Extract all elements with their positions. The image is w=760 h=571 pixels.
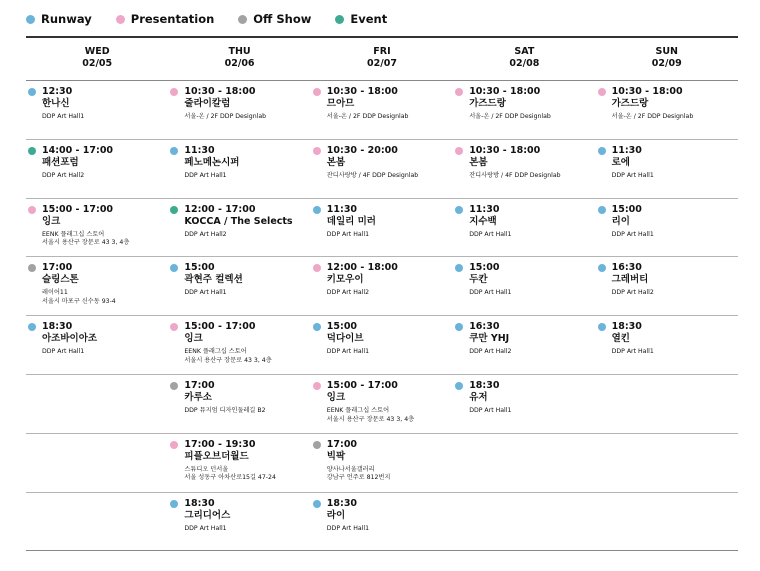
entry-text bbox=[42, 86, 168, 122]
presentation-dot-icon bbox=[313, 88, 321, 96]
entry-title: 피플오브더월드 bbox=[184, 450, 249, 462]
entry-text bbox=[42, 262, 168, 306]
entry-text bbox=[469, 380, 595, 416]
presentation-dot-icon bbox=[313, 147, 321, 155]
entry-time: 10:30 - 18:00 bbox=[326, 86, 398, 97]
entry-text bbox=[327, 498, 453, 534]
entry-time: 11:30 bbox=[611, 144, 642, 156]
entry-title: KOCCA / The Selects bbox=[184, 215, 293, 227]
presentation-dot-icon bbox=[598, 88, 606, 96]
entry-time: 11:30 bbox=[469, 203, 500, 215]
entry-title: 므아므 bbox=[326, 98, 355, 109]
entry-title: 페노메논시퍼 bbox=[184, 156, 240, 168]
entry-time: 15:00 - 17:00 bbox=[42, 203, 114, 215]
entry-time: 15:00 bbox=[184, 262, 215, 274]
entry-text bbox=[42, 321, 168, 357]
runway-dot-icon bbox=[313, 206, 321, 214]
entry-venue: DDP Art Hall1 bbox=[611, 230, 654, 238]
entry-time: 10:30 - 18:00 bbox=[184, 86, 256, 97]
entry-title: 유저 bbox=[469, 392, 488, 403]
row-separator bbox=[26, 374, 738, 375]
entry-venue: DDP Art Hall1 bbox=[611, 171, 654, 179]
entry-time: 18:30 bbox=[611, 321, 642, 333]
entry-time: 17:00 bbox=[326, 438, 358, 450]
entry-text bbox=[469, 321, 595, 357]
day-name: WED bbox=[84, 46, 110, 57]
entry-text bbox=[184, 321, 310, 365]
entry-time: 10:30 - 20:00 bbox=[326, 144, 398, 156]
entry-text bbox=[612, 145, 738, 181]
entry-text bbox=[612, 321, 738, 357]
entry-text bbox=[612, 262, 738, 298]
entry-time: 12:00 - 18:00 bbox=[326, 262, 398, 274]
entry-venue: DDP Art Hall1 bbox=[326, 524, 370, 532]
event-dot-icon bbox=[28, 147, 36, 155]
day-header-sat bbox=[453, 46, 595, 70]
entry-title: 그리디어스 bbox=[184, 509, 231, 521]
entry-title: 카루소 bbox=[184, 392, 212, 403]
runway-dot-icon bbox=[598, 147, 606, 155]
offshow-dot-icon bbox=[28, 264, 36, 272]
entry-venue: DDP Art Hall2 bbox=[184, 230, 227, 238]
entry-time: 17:00 bbox=[42, 262, 73, 274]
entry-text bbox=[184, 439, 310, 483]
entry-address: 서울 성동구 아차산로15길 47-24 bbox=[184, 474, 276, 482]
runway-dot-icon bbox=[313, 500, 321, 508]
header-top-rule bbox=[26, 36, 738, 38]
entry-text bbox=[42, 145, 168, 181]
legend-label: Runway bbox=[41, 12, 92, 26]
presentation-dot-icon bbox=[455, 88, 463, 96]
entry-venue: DDP 뮤지엄 디자인둘레길 B2 bbox=[184, 407, 266, 414]
runway-dot-icon bbox=[170, 264, 178, 272]
day-name: SUN bbox=[655, 46, 679, 57]
runway-dot-icon bbox=[313, 323, 321, 331]
row-separator bbox=[26, 550, 738, 551]
entry-text bbox=[469, 86, 595, 122]
entry-time: 18:30 bbox=[42, 321, 73, 333]
entry-venue: DDP Art Hall2 bbox=[611, 289, 654, 297]
legend-item-presentation bbox=[116, 12, 215, 26]
row-separator bbox=[26, 139, 738, 140]
legend-item-event bbox=[335, 12, 387, 26]
entry-title: 본봄 bbox=[469, 156, 488, 168]
entry-venue: DDP Art Hall1 bbox=[469, 230, 512, 238]
entry-time: 15:00 bbox=[469, 262, 500, 274]
entry-title: 잉크 bbox=[326, 392, 346, 403]
entry-venue: DDP Art Hall1 bbox=[469, 407, 512, 414]
entry-time: 16:30 bbox=[611, 262, 642, 274]
entry-text bbox=[327, 321, 453, 357]
entry-text bbox=[469, 204, 595, 240]
day-header-fri bbox=[311, 46, 453, 70]
entry-venue: 스튜디오 던서울 bbox=[184, 465, 229, 473]
entry-title: 곽현주 컬렉션 bbox=[184, 274, 243, 286]
entry-time: 15:00 bbox=[326, 321, 358, 333]
day-name: SAT bbox=[514, 46, 535, 57]
legend-label: Event bbox=[350, 12, 388, 26]
entry-venue: 양사나서울갤러리 bbox=[326, 465, 375, 473]
entry-venue: DDP Art Hall1 bbox=[326, 230, 370, 238]
entry-venue: DDP Art Hall1 bbox=[184, 524, 227, 532]
entry-title: 두칸 bbox=[469, 274, 488, 286]
day-date: 02/08 bbox=[509, 58, 540, 69]
runway-dot-icon bbox=[455, 382, 463, 390]
entry-title: 로에 bbox=[611, 156, 630, 168]
entry-time: 15:00 - 17:00 bbox=[184, 321, 256, 333]
header-bottom-rule bbox=[26, 80, 738, 81]
entry-title: 패션포럼 bbox=[42, 156, 79, 168]
day-date: 02/05 bbox=[82, 58, 113, 69]
presentation-dot-icon bbox=[313, 264, 321, 272]
entry-time: 18:30 bbox=[326, 497, 358, 509]
entry-venue: 레이어11 bbox=[42, 289, 68, 297]
entry-time: 15:00 bbox=[611, 203, 642, 215]
entry-venue: DDP Art Hall2 bbox=[42, 171, 85, 179]
entry-text bbox=[612, 86, 738, 122]
entry-time: 17:00 bbox=[184, 380, 215, 391]
entry-venue: EENK 플래그십 스토어 bbox=[326, 407, 390, 414]
entry-title: 그레버티 bbox=[611, 274, 649, 286]
day-date: 02/06 bbox=[224, 58, 255, 69]
entry-title: 아조바이아조 bbox=[42, 333, 98, 345]
entry-title: 빅팍 bbox=[326, 450, 346, 462]
presentation-dot-icon bbox=[170, 88, 178, 96]
entry-venue: 잔디사랑방 / 4F DDP Designlab bbox=[469, 171, 561, 179]
entry-venue: 서울-온 / 2F DDP Designlab bbox=[469, 113, 551, 120]
entry-address: 서울시 마포구 신수동 93-4 bbox=[42, 297, 116, 305]
entry-text bbox=[327, 204, 453, 240]
presentation-dot-icon bbox=[28, 206, 36, 214]
runway-dot-icon bbox=[455, 206, 463, 214]
entry-address: 서울시 용산구 장문로 43 3, 4층 bbox=[326, 415, 415, 423]
entry-title: 키모우이 bbox=[326, 274, 364, 286]
entry-title: 리이 bbox=[611, 215, 630, 227]
entry-time: 18:30 bbox=[184, 497, 215, 509]
row-separator bbox=[26, 492, 738, 493]
row-separator bbox=[26, 315, 738, 316]
entry-text bbox=[184, 86, 310, 122]
entry-title: 쿠만 YHJ bbox=[469, 333, 510, 345]
entry-title: 잉크 bbox=[42, 215, 61, 227]
entry-venue: 서울-온 / 2F DDP Designlab bbox=[326, 113, 409, 120]
event-dot-icon bbox=[335, 15, 344, 24]
entry-title: 한나신 bbox=[42, 98, 70, 109]
event-dot-icon bbox=[170, 206, 178, 214]
presentation-dot-icon bbox=[170, 441, 178, 449]
runway-dot-icon bbox=[598, 206, 606, 214]
day-date: 02/09 bbox=[651, 58, 682, 69]
entry-text bbox=[469, 145, 595, 181]
entry-title: 슬링스톤 bbox=[42, 274, 79, 286]
entry-address: 서울시 용산구 장문로 43 3, 4층 bbox=[184, 356, 272, 364]
day-header-thu bbox=[168, 46, 310, 70]
runway-dot-icon bbox=[26, 15, 35, 24]
entry-title: 가즈드랑 bbox=[469, 98, 506, 109]
entry-venue: DDP Art Hall1 bbox=[184, 171, 227, 179]
entry-time: 10:30 - 18:00 bbox=[469, 86, 541, 97]
entry-text bbox=[184, 498, 310, 534]
day-header-wed bbox=[26, 46, 168, 70]
entry-venue: DDP Art Hall1 bbox=[184, 289, 227, 297]
entry-time: 10:30 - 18:00 bbox=[611, 86, 683, 97]
runway-dot-icon bbox=[28, 323, 36, 331]
runway-dot-icon bbox=[170, 500, 178, 508]
entry-venue: EENK 플래그십 스토어 bbox=[184, 348, 247, 356]
entry-title: 지수백 bbox=[469, 215, 497, 227]
entry-title: 잉크 bbox=[184, 333, 203, 345]
entry-text bbox=[327, 439, 453, 483]
entry-venue: DDP Art Hall1 bbox=[611, 348, 654, 356]
entry-time: 15:00 - 17:00 bbox=[326, 380, 398, 391]
runway-dot-icon bbox=[455, 264, 463, 272]
entry-venue: 잔디사랑방 / 4F DDP Designlab bbox=[326, 171, 419, 179]
entry-text bbox=[184, 204, 310, 240]
entry-title: 가즈드랑 bbox=[611, 98, 649, 109]
entry-time: 10:30 - 18:00 bbox=[469, 144, 541, 156]
legend-label: Presentation bbox=[130, 12, 215, 26]
presentation-dot-icon bbox=[313, 382, 321, 390]
entry-title: 덕다이브 bbox=[326, 333, 364, 345]
entry-text bbox=[469, 262, 595, 298]
day-name: FRI bbox=[373, 46, 391, 57]
entry-venue: DDP Art Hall1 bbox=[42, 348, 85, 356]
entry-text bbox=[612, 204, 738, 240]
day-header-sun bbox=[596, 46, 738, 70]
entry-time: 18:30 bbox=[469, 380, 500, 391]
runway-dot-icon bbox=[455, 323, 463, 331]
day-date: 02/07 bbox=[367, 58, 397, 69]
entry-address: 서울시 용산구 장문로 43 3, 4층 bbox=[42, 239, 130, 247]
legend bbox=[26, 12, 411, 26]
day-header-row bbox=[26, 46, 738, 70]
entry-time: 11:30 bbox=[326, 203, 358, 215]
entry-text bbox=[42, 204, 168, 248]
entry-title: 데일리 미러 bbox=[326, 215, 376, 227]
entry-time: 11:30 bbox=[184, 144, 215, 156]
entry-text bbox=[184, 380, 310, 416]
entry-time: 16:30 bbox=[469, 321, 500, 333]
row-separator bbox=[26, 433, 738, 434]
entry-title: 본봄 bbox=[326, 156, 346, 168]
entry-time: 12:30 bbox=[42, 86, 73, 97]
entry-time: 17:00 - 19:30 bbox=[184, 438, 256, 450]
entry-venue: DDP Art Hall1 bbox=[469, 289, 512, 297]
row-separator bbox=[26, 256, 738, 257]
runway-dot-icon bbox=[598, 264, 606, 272]
entry-title: 라이 bbox=[326, 509, 346, 521]
presentation-dot-icon bbox=[116, 15, 125, 24]
entry-venue: DDP Art Hall2 bbox=[469, 348, 512, 356]
presentation-dot-icon bbox=[455, 147, 463, 155]
entry-venue: DDP Art Hall2 bbox=[326, 289, 370, 297]
presentation-dot-icon bbox=[170, 323, 178, 331]
entry-venue: 서울-온 / 2F DDP Designlab bbox=[611, 113, 694, 120]
runway-dot-icon bbox=[28, 88, 36, 96]
legend-item-offshow bbox=[238, 12, 311, 26]
legend-item-runway bbox=[26, 12, 92, 26]
day-name: THU bbox=[228, 46, 251, 57]
entry-title: 열킨 bbox=[611, 333, 630, 345]
runway-dot-icon bbox=[170, 147, 178, 155]
entry-text bbox=[327, 145, 453, 181]
entry-text bbox=[327, 262, 453, 298]
entry-text bbox=[184, 145, 310, 181]
entry-address: 강남구 언주로 812번지 bbox=[326, 474, 391, 482]
entry-time: 14:00 - 17:00 bbox=[42, 144, 114, 156]
entry-time: 12:00 - 17:00 bbox=[184, 203, 256, 215]
legend-label: Off Show bbox=[253, 12, 312, 26]
entry-text bbox=[184, 262, 310, 298]
entry-venue: EENK 플래그십 스토어 bbox=[42, 230, 105, 238]
entry-venue: 서울-온 / 2F DDP Designlab bbox=[184, 113, 267, 120]
offshow-dot-icon bbox=[313, 441, 321, 449]
row-separator bbox=[26, 198, 738, 199]
entry-text bbox=[327, 380, 453, 424]
entry-venue: DDP Art Hall1 bbox=[326, 348, 370, 356]
offshow-dot-icon bbox=[238, 15, 247, 24]
entry-venue: DDP Art Hall1 bbox=[42, 113, 85, 120]
offshow-dot-icon bbox=[170, 382, 178, 390]
entry-title: 줄라이칼럼 bbox=[184, 98, 231, 109]
runway-dot-icon bbox=[598, 323, 606, 331]
entry-text bbox=[327, 86, 453, 122]
